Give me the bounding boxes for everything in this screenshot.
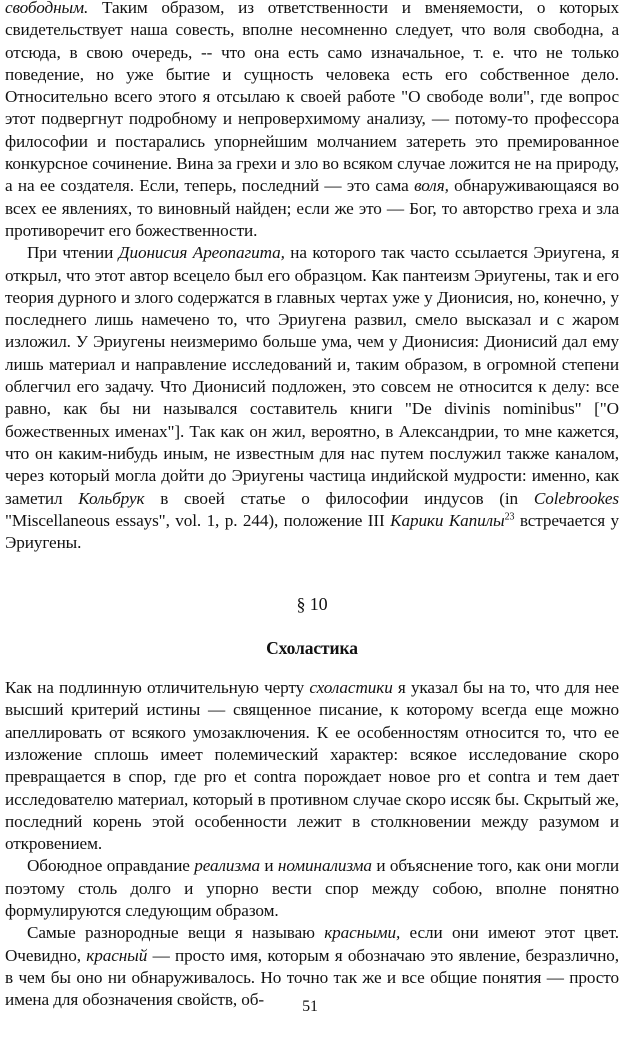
paragraph-text: Обоюдное оправдание bbox=[27, 856, 195, 876]
italic-name: Кольбрук bbox=[78, 488, 145, 508]
paragraph-text: в своей статье о философии индусов (in bbox=[144, 488, 534, 508]
paragraph-text: встречается у Эриугены. bbox=[5, 510, 620, 553]
italic-word: свободным. bbox=[5, 0, 89, 17]
page-number: 51 bbox=[302, 998, 318, 1015]
italic-word: схоластики bbox=[309, 678, 393, 698]
paragraph-text: — просто имя, которым я обозначаю это явление, безразлично, в чем бы оно ни обнаруживалось. Но точно так же и все общие понятия — просто имена для обозначения свойств, об- bbox=[5, 945, 619, 1010]
italic-name: Colebrookes bbox=[533, 488, 619, 508]
paragraph-text: и bbox=[259, 856, 278, 876]
paragraph-text: "Miscellaneous essays", vol. 1, p. 244), положение III bbox=[5, 510, 391, 530]
paragraph-text: Самые разнородные вещи я называю bbox=[27, 923, 325, 943]
italic-word: реализма bbox=[194, 856, 260, 876]
italic-name: Карики Капилы bbox=[390, 510, 505, 530]
paragraph-text: При чтении bbox=[27, 243, 119, 263]
paragraph-text: Как на подлинную отличительную черту bbox=[5, 678, 310, 698]
footnote-marker[interactable]: 23 bbox=[504, 511, 515, 523]
italic-word: красными, bbox=[324, 923, 401, 943]
paragraph-text: Таким образом, из ответственности и вменяемости, о которых свидетельствует наша совесть, вполне несомненно следует, что воля свободна, а отсюда, в свою очередь, -- что она есть само изначальное, т. е. что не только поведение, но уже бытие и сущность человека есть его собственное дело. Относительно всего этого я отсылаю к своей работе "О свободе воли", где вопрос этот подвергнут подробному и непроверхимому анализу, — потому-то профессора философии и постарались упорнейшим молчанием затереть это премированное конкурсное сочинение. Вина за грехи и зло во всяком случае ложится не на природу, а на ее создателя. Если, теперь, последний — это сама bbox=[5, 0, 619, 196]
section-title: Схоластика bbox=[266, 637, 358, 658]
paragraph-dionysius bbox=[5, 242, 619, 554]
paragraph-text: я указал бы на то, что для нее высший критерий истины — священное писание, к которому всегда еще можно апеллировать от всякого умозаключения. К ее особенностям относится то, что ее изложение сплошь имеет полемический характер: всякое исследование скоро превращается в спор, где pro et contra порождает новое pro et contra и тем дает исследователю материал, который в противном случае скоро иссяк бы. Скрытый же, последний корень этой особенности лежит в столкновении между разумом и откровением. bbox=[5, 678, 620, 854]
paragraph-text: и объяснение того, как они могли поэтому столь долго и упорно вести спор между собою, вполне понятно формулируются следующим образом. bbox=[5, 856, 619, 920]
italic-word: красный bbox=[86, 945, 148, 965]
italic-word: воля, bbox=[414, 176, 449, 196]
paragraph-scholastic-1 bbox=[5, 677, 619, 855]
italic-name: Дионисия Ареопагита, bbox=[118, 243, 285, 263]
paragraph-text: на которого так часто ссылается Эриугена, я открыл, что этот автор всецело был его образцом. Как пантеизм Эриугены, так и его теория дурного и злого содержатся в главных чертах уже у Дионисия, но, конечно, у последнего лишь намечено то, что Эриугена развил, смело высказал и с жаром изложил. У Эриугены неизмеримо больше ума, чем у Дионисия: Дионисий дал ему лишь материал и направление исследований и, таким образом, в огромной степени облегчил его задачу. Что Дионисий подложен, это совсем не относится к делу: все равно, как бы ни назывался составитель книги "De divinis nominibus" ["О божественных именах"]. Так как он жил, вероятно, в Александрии, то мне кажется, что он каким-нибудь иным, не известным для нас путем послужил также каналом, через который могла дойти до Эриугены частица индийской мудрости: именно, как заметил bbox=[5, 243, 620, 508]
paragraph-scholastic-2 bbox=[5, 855, 619, 922]
paragraph-text: обнаруживающаяся во всех ее явлениях, то виновный найден; если же это — Бог, то авторство греха и зла противоречит его божественности. bbox=[5, 176, 619, 240]
paragraph-text: если они имеют этот цвет. Очевидно, bbox=[5, 923, 619, 965]
section-number: § 10 bbox=[296, 594, 328, 615]
italic-word: номинализма bbox=[277, 856, 372, 876]
paragraph-free-will bbox=[5, 0, 619, 242]
